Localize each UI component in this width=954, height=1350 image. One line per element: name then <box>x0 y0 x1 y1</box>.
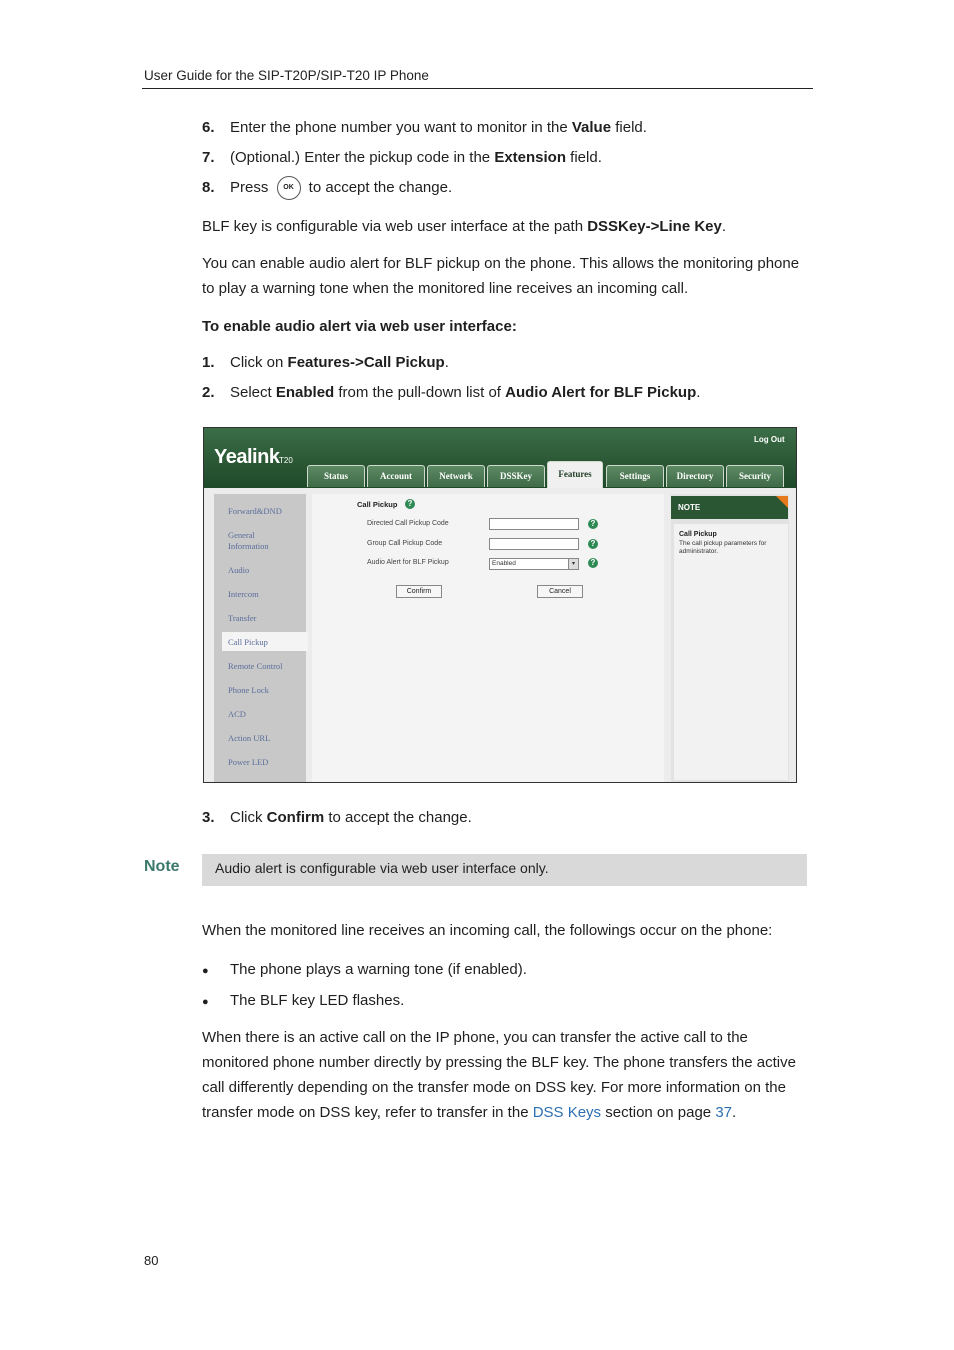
running-header: User Guide for the SIP-T20P/SIP-T20 IP Phone <box>144 68 429 83</box>
sidebar-item-intercom[interactable]: Intercom <box>228 589 259 599</box>
tab-network[interactable]: Network <box>427 465 485 487</box>
note-text: Audio alert is configurable via web user interface only. <box>215 860 549 876</box>
list-item: ● The BLF key LED flashes. <box>202 988 404 1015</box>
sidebar-item-general-information[interactable]: General Information <box>228 530 269 551</box>
help-icon[interactable]: ? <box>405 499 415 509</box>
list-item: ● The phone plays a warning tone (if enabled). <box>202 957 527 984</box>
dss-keys-link[interactable]: DSS Keys <box>532 1104 602 1121</box>
sidebar-item-action-url[interactable]: Action URL <box>228 733 271 743</box>
step-3: 3. Click Confirm to accept the change. <box>202 809 472 826</box>
help-icon[interactable]: ? <box>588 539 598 549</box>
note-title: NOTE <box>671 496 788 519</box>
field-label-directed: Directed Call Pickup Code <box>367 520 449 527</box>
note-corner-icon <box>776 496 788 508</box>
chevron-down-icon: ▾ <box>568 559 578 569</box>
help-icon[interactable]: ? <box>588 558 598 568</box>
sidebar-item-remote-control[interactable]: Remote Control <box>228 661 283 671</box>
sidebar-item-acd[interactable]: ACD <box>228 709 246 719</box>
group-pickup-code-input[interactable] <box>489 538 579 550</box>
header-rule <box>142 88 813 89</box>
sidebar-item-phone-lock[interactable]: Phone Lock <box>228 685 269 695</box>
bullet-icon: ● <box>202 965 209 977</box>
note-heading: Call Pickup <box>679 531 717 538</box>
sidebar-item-call-pickup[interactable]: Call Pickup <box>228 637 268 647</box>
paragraph-blf-path: BLF key is configurable via web user interface at the path DSSKey->Line Key. <box>202 218 727 235</box>
audio-alert-select[interactable] <box>489 558 579 570</box>
confirm-button[interactable]: Confirm <box>396 585 442 598</box>
paragraph-incoming-call: When the monitored line receives an incoming call, the followings occur on the phone: <box>202 922 773 939</box>
tab-account[interactable]: Account <box>367 465 425 487</box>
web-ui-content <box>312 494 664 782</box>
cancel-button[interactable]: Cancel <box>537 585 583 598</box>
audio-alert-value: Enabled <box>492 560 516 567</box>
step-2: 2. Select Enabled from the pull-down list of Audio Alert for BLF Pickup. <box>202 384 701 401</box>
procedure-title: To enable audio alert via web user interface: <box>202 318 517 335</box>
tab-directory[interactable]: Directory <box>666 465 724 487</box>
field-label-audio-alert: Audio Alert for BLF Pickup <box>367 559 449 566</box>
tab-dsskey[interactable]: DSSKey <box>487 465 545 487</box>
ok-key-icon: OK <box>277 176 301 200</box>
page-link[interactable]: 37 <box>715 1104 733 1121</box>
step-6: 6. Enter the phone number you want to monitor in the Value field. <box>202 119 647 136</box>
web-ui-screenshot <box>203 427 797 783</box>
note-body: The call pickup parameters for administrator. <box>679 540 767 555</box>
tab-security[interactable]: Security <box>726 465 784 487</box>
page-number: 80 <box>144 1253 159 1268</box>
note-label: Note <box>144 858 180 875</box>
sidebar-item-forward-dnd[interactable]: Forward&DND <box>228 506 282 516</box>
paragraph-transfer: When there is an active call on the IP phone, you can transfer the active call to the monitored phone number directly by pressing the BLF key. The phone transfers the active call differently depending on the transfer mode on DSS key. For more information on the transfer mode on DSS key, refer to transfer in the DSS Keys section on page 37. <box>202 1029 796 1121</box>
step-1: 1. Click on Features->Call Pickup. <box>202 354 449 371</box>
sidebar-item-power-led[interactable]: Power LED <box>228 757 269 767</box>
step-8: 8. Press OK to accept the change. <box>202 175 452 200</box>
paragraph-audio-alert: You can enable audio alert for BLF pickup on the phone. This allows the monitoring phone to play a warning tone when the monitored line receives an incoming call. <box>202 255 800 297</box>
section-title: Call Pickup <box>357 500 398 509</box>
tab-status[interactable]: Status <box>307 465 365 487</box>
tab-settings[interactable]: Settings <box>606 465 664 487</box>
logout-link[interactable]: Log Out <box>754 435 785 444</box>
step-7: 7. (Optional.) Enter the pickup code in the Extension field. <box>202 149 602 166</box>
help-icon[interactable]: ? <box>588 519 598 529</box>
yealink-logo: Yealink <box>214 446 280 468</box>
note-content <box>674 524 788 780</box>
sidebar-item-audio[interactable]: Audio <box>228 565 250 575</box>
directed-pickup-code-input[interactable] <box>489 518 579 530</box>
logo-model: T20 <box>279 456 293 465</box>
bullet-icon: ● <box>202 996 209 1008</box>
sidebar-item-transfer[interactable]: Transfer <box>228 613 257 623</box>
tab-features[interactable]: Features <box>547 461 603 489</box>
field-label-group: Group Call Pickup Code <box>367 540 443 547</box>
